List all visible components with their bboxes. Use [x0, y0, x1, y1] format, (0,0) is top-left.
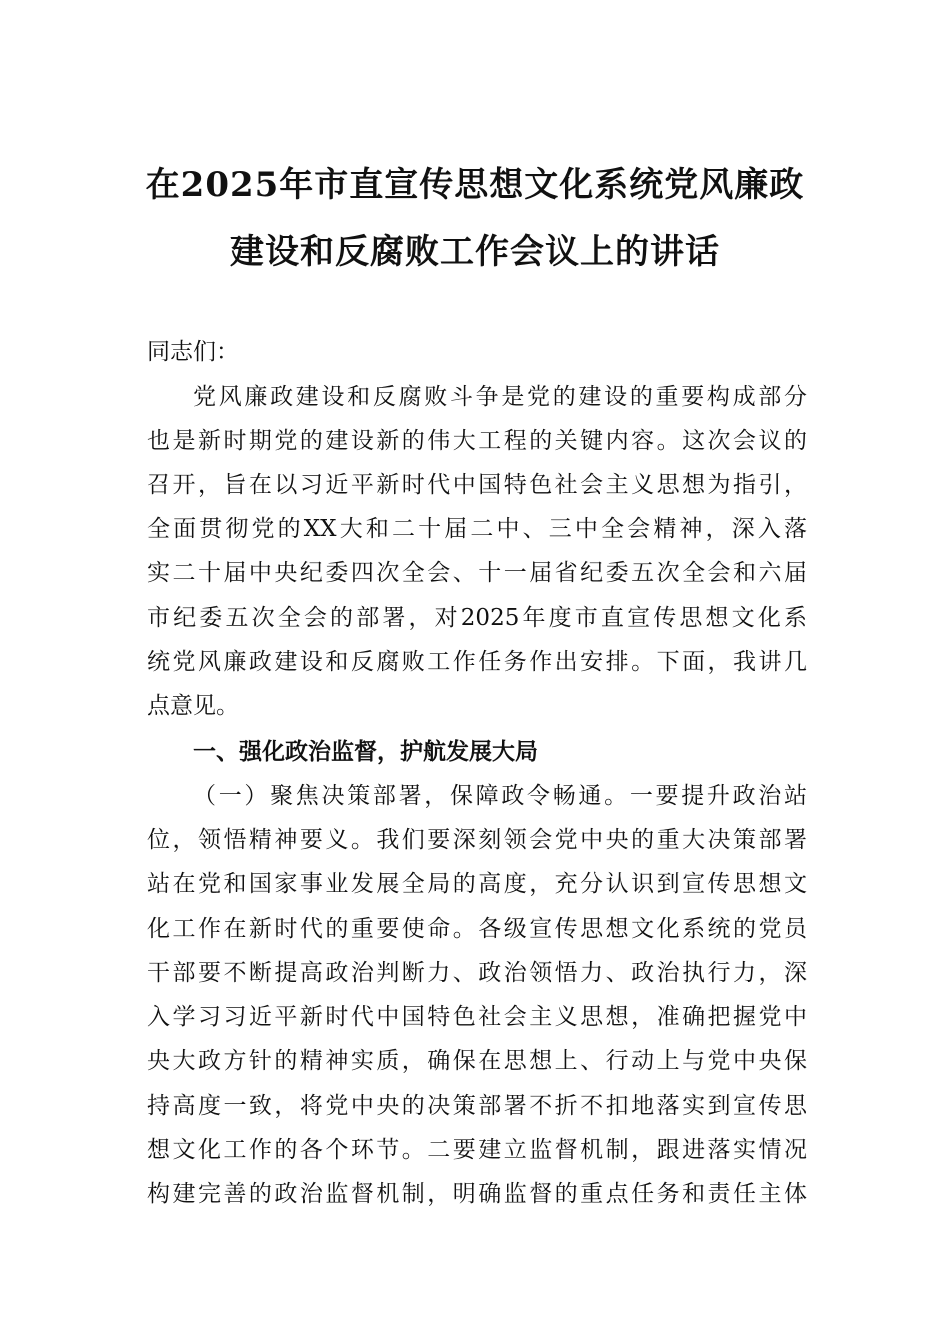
subsection-first-rest: 一要提升政治站: [629, 783, 808, 809]
body-line-6: 央大政方针的精神实质，确保在思想上、行动上与党中央保: [147, 1048, 807, 1074]
intro-line-6: 市纪委五次全会的部署，对2025年度市直宣传思想文化系: [147, 605, 807, 631]
intro-line-5: 实二十届中央纪委四次全会、十一届省纪委五次全会和六届: [147, 560, 807, 586]
document-title-line-1: 在2025年市直宣传思想文化系统党风廉政: [145, 165, 805, 205]
subsection-first-line: [193, 781, 807, 811]
body-line-7: 持高度一致，将党中央的决策部署不折不扣地落实到宣传思: [147, 1093, 807, 1119]
body-line-3: 化工作在新时代的重要使命。各级宣传思想文化系统的党员: [147, 916, 807, 942]
intro-line-3: 召开，旨在以习近平新时代中国特色社会主义思想为指引，: [147, 472, 807, 498]
document-title-line-2: 建设和反腐败工作会议上的讲话: [230, 232, 720, 272]
body-line-1: 位，领悟精神要义。我们要深刻领会党中央的重大决策部署: [147, 827, 807, 853]
intro-line-1: 党风廉政建设和反腐败斗争是党的建设的重要构成部分: [193, 384, 807, 410]
intro-line-8: 点意见。: [147, 693, 239, 719]
body-line-4: 干部要不断提高政治判断力、政治领悟力、政治执行力，深: [147, 960, 807, 986]
intro-line-2: 也是新时期党的建设新的伟大工程的关键内容。这次会议的: [147, 428, 807, 454]
section-heading: 一、强化政治监督，护航发展大局: [193, 739, 538, 765]
subsection-lead: （一）聚焦决策部署，保障政令畅通。: [193, 783, 630, 809]
salutation: 同志们：: [147, 339, 239, 365]
intro-line-7: 统党风廉政建设和反腐败工作任务作出安排。下面，我讲几: [147, 649, 807, 675]
body-line-2: 站在党和国家事业发展全局的高度，充分认识到宣传思想文: [147, 871, 807, 897]
body-line-9: 构建完善的政治监督机制，明确监督的重点任务和责任主体: [147, 1181, 807, 1207]
body-line-5: 入学习习近平新时代中国特色社会主义思想，准确把握党中: [147, 1004, 807, 1030]
intro-line-4: 全面贯彻党的XX大和二十届二中、三中全会精神，深入落: [147, 516, 807, 542]
body-line-8: 想文化工作的各个环节。二要建立监督机制，跟进落实情况: [147, 1137, 807, 1163]
